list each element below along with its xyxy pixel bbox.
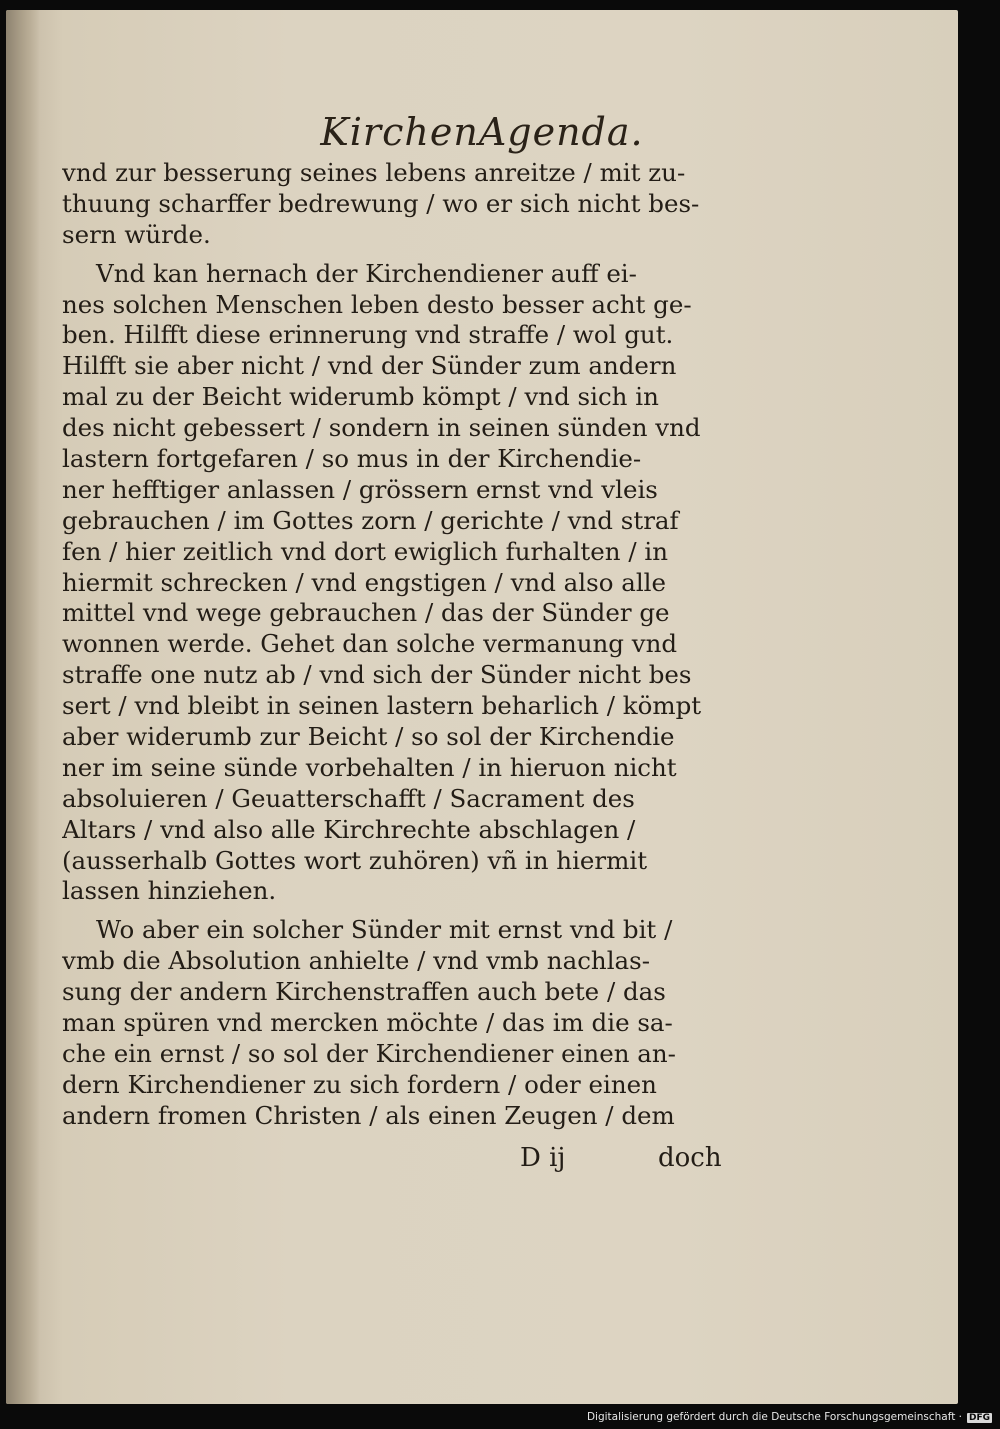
text-line: sern würde. bbox=[62, 219, 211, 249]
text-line: (ausserhalb Gottes wort zuhören) vñ in hiermit bbox=[62, 845, 648, 875]
text-line: ben. Hilfft diese erinnerung vnd straffe / wol gut. bbox=[62, 320, 674, 350]
text-line: Vnd kan hernach der Kirchendiener auff ei- bbox=[96, 258, 637, 288]
text-line: mal zu der Beicht widerumb kömpt / vnd sich in bbox=[62, 382, 659, 412]
text-line: Hilfft sie aber nicht / vnd der Sünder zum andern bbox=[62, 351, 677, 381]
text-line: sert / vnd bleibt in seinen lastern beharlich / kömpt bbox=[62, 691, 702, 721]
text-line: andern fromen Christen / als einen Zeugen / dem bbox=[62, 1100, 675, 1130]
text-line: che ein ernst / so sol der Kirchendiener einen an- bbox=[62, 1038, 676, 1068]
page-text bbox=[62, 158, 742, 1132]
text-line: aber widerumb zur Beicht / so sol der Kirchendie bbox=[62, 722, 675, 752]
text-line: absoluieren / Geuatterschafft / Sacrament des bbox=[62, 783, 635, 813]
text-line: thuung scharffer bedrewung / wo er sich nicht bes- bbox=[62, 188, 700, 218]
dfg-logo: DFG bbox=[968, 1413, 990, 1423]
text-line: wonnen werde. Gehet dan solche vermanung vnd bbox=[62, 629, 678, 659]
text-line: ner im seine sünde vorbehalten / in hieruon nicht bbox=[62, 752, 677, 782]
text-line: straffe one nutz ab / vnd sich der Sünder nicht bes bbox=[62, 660, 692, 690]
text-line: des nicht gebessert / sondern in seinen sünden vnd bbox=[62, 413, 701, 443]
text-line: lastern fortgefaren / so mus in der Kirchendie- bbox=[62, 444, 642, 474]
text-line: gebrauchen / im Gottes zorn / gerichte / vnd straf bbox=[62, 505, 679, 535]
text-line: nes solchen Menschen leben desto besser acht ge- bbox=[62, 289, 692, 319]
book-page bbox=[6, 10, 958, 1404]
text-line: hiermit schrecken / vnd engstigen / vnd also alle bbox=[62, 567, 667, 597]
text-line: vnd zur besserung seines lebens anreitze / mit zu- bbox=[62, 158, 686, 187]
text-line: Altars / vnd also alle Kirchrechte abschlagen / bbox=[62, 814, 636, 844]
text-line: ner hefftiger anlassen / grössern ernst vnd vleis bbox=[62, 474, 658, 504]
digitization-credit: Digitalisierung gefördert durch die Deutsche Forschungsgemeinschaft · bbox=[586, 1411, 962, 1423]
text-line: lassen hinziehen. bbox=[62, 876, 277, 906]
text-line: man spüren vnd mercken möchte / das im die sa- bbox=[62, 1008, 673, 1038]
text-line: vmb die Absolution anhielte / vnd vmb nachlas- bbox=[62, 946, 650, 976]
text-line: fen / hier zeitlich vnd dort ewiglich furhalten / in bbox=[62, 536, 669, 566]
text-line: mittel vnd wege gebrauchen / das der Sünder ge bbox=[62, 598, 670, 628]
page-binding-shadow bbox=[6, 10, 40, 1404]
text-line: sung der andern Kirchenstraffen auch bete / das bbox=[62, 977, 666, 1007]
text-line: dern Kirchendiener zu sich fordern / oder einen bbox=[62, 1069, 657, 1099]
running-head: KirchenAgenda. bbox=[320, 110, 644, 154]
signature-mark: D ij bbox=[520, 1143, 566, 1173]
text-line: Wo aber ein solcher Sünder mit ernst vnd bit / bbox=[96, 915, 673, 945]
catchword: doch bbox=[658, 1143, 722, 1173]
